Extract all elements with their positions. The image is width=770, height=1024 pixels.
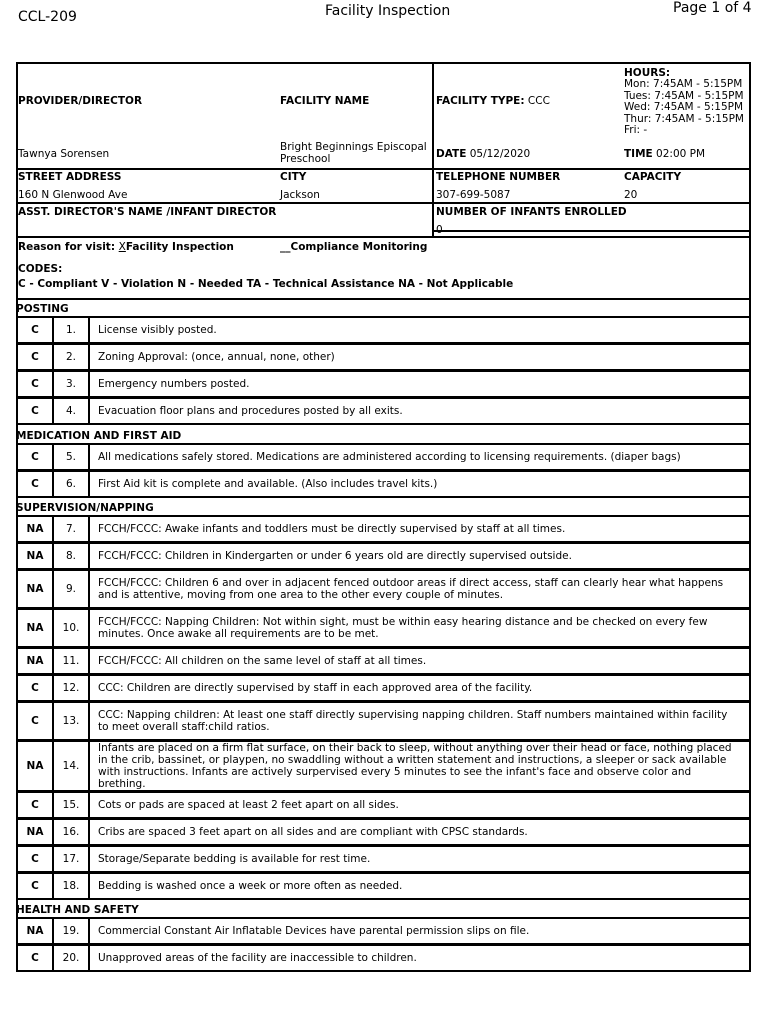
time-value: 02:00 PM [656, 148, 706, 160]
codes-legend: C - Compliant V - Violation N - Needed TA - Technical Assistance NA - Not Applicable [18, 278, 514, 290]
item-row [16, 872, 751, 900]
form-id: CCL-209 [18, 9, 77, 25]
item-row [16, 608, 751, 648]
provider-label: PROVIDER/DIRECTOR [18, 95, 143, 107]
item-description: Infants are placed on a firm flat surface, on their back to sleep, without anything over their head or face, nothing placed in the crib, bassinet, or playpen, no swaddling without a written statement and instructions, a sleeper or sack available with instructions. Infants are actively surpervised every 5 minutes to see the infant's face and observe color and brething. [98, 742, 732, 790]
item-row [16, 917, 751, 945]
section-medication: MEDICATION AND FIRST AID [16, 430, 182, 442]
street-value: 160 N Glenwood Ave [18, 189, 128, 201]
item-row [16, 944, 751, 972]
hours-label: HOURS: [624, 67, 671, 79]
item-description: Storage/Separate bedding is available for rest time. [98, 853, 371, 865]
item-row [16, 515, 751, 543]
item-code: C [18, 946, 54, 970]
item-number: 7. [54, 517, 90, 541]
item-code: NA [18, 919, 54, 943]
hours-tue: Tues: 7:45AM - 5:15PM [624, 89, 744, 102]
item-code: C [18, 847, 54, 871]
item-row [16, 818, 751, 846]
facility-type-label: FACILITY TYPE: [436, 95, 525, 107]
item-row [16, 370, 751, 398]
item-code: NA [18, 649, 54, 673]
reason-for-visit [18, 241, 234, 253]
item-code: NA [18, 544, 54, 568]
item-number: 5. [54, 445, 90, 469]
item-number: 12. [54, 676, 90, 700]
item-number: 18. [54, 874, 90, 898]
facility-type [436, 95, 550, 107]
hours-thu: Thur: 7:45AM - 5:15PM [624, 112, 744, 125]
item-description: Bedding is washed once a week or more often as needed. [98, 880, 403, 892]
item-row [16, 674, 751, 702]
section-posting: POSTING [16, 303, 69, 315]
item-code: NA [18, 742, 54, 790]
item-description: Commercial Constant Air Inflatable Devices have parental permission slips on file. [98, 925, 530, 937]
item-row [16, 316, 751, 344]
item-code: C [18, 793, 54, 817]
item-number: 11. [54, 649, 90, 673]
section-health: HEALTH AND SAFETY [16, 904, 139, 916]
date-label: DATE [436, 148, 467, 160]
reason-option-compliance: __Compliance Monitoring [280, 241, 428, 253]
item-description: Zoning Approval: (once, annual, none, other) [98, 351, 335, 363]
item-code: C [18, 318, 54, 342]
page-title: Facility Inspection [325, 3, 451, 19]
item-code: C [18, 345, 54, 369]
item-code: C [18, 399, 54, 423]
item-code: NA [18, 820, 54, 844]
item-row [16, 569, 751, 609]
item-row [16, 845, 751, 873]
codes-label: CODES: [18, 263, 63, 275]
item-number: 3. [54, 372, 90, 396]
item-number: 14. [54, 742, 90, 790]
item-number: 10. [54, 610, 90, 646]
infants-label: NUMBER OF INFANTS ENROLLED [436, 206, 627, 218]
page-number: Page 1 of 4 [673, 0, 752, 16]
item-description: CCC: Children are directly supervised by staff in each approved area of the facility. [98, 682, 533, 694]
item-row [16, 470, 751, 498]
facility-type-value: CCC [527, 95, 550, 107]
capacity-label: CAPACITY [624, 171, 682, 183]
reason-mark: X [118, 241, 126, 253]
reason-label: Reason for visit: [18, 241, 116, 253]
capacity-value: 20 [624, 189, 638, 201]
item-code: C [18, 703, 54, 739]
hours-mon: Mon: 7:45AM - 5:15PM [624, 78, 743, 90]
item-description: Unapproved areas of the facility are inaccessible to children. [98, 952, 417, 964]
item-row [16, 397, 751, 425]
item-description: CCC: Napping children: At least one staff directly supervising napping children. Staff numbers maintained within facility to meet overall staff:child ratios. [98, 709, 728, 733]
item-number: 19. [54, 919, 90, 943]
item-code: NA [18, 610, 54, 646]
item-code: C [18, 445, 54, 469]
item-description: FCCH/FCCC: Napping Children: Not within sight, must be within easy hearing distance and be checked on every few minutes. Once awake all requirements are to be met. [98, 616, 708, 640]
item-number: 17. [54, 847, 90, 871]
item-description: Cribs are spaced 3 feet apart on all sides and are compliant with CPSC standards. [98, 826, 528, 838]
item-description: FCCH/FCCC: Awake infants and toddlers must be directly supervised by staff at all times. [98, 523, 566, 535]
city-label: CITY [280, 171, 307, 183]
date-value: 05/12/2020 [469, 148, 531, 160]
item-row [16, 791, 751, 819]
item-number: 13. [54, 703, 90, 739]
item-description: FCCH/FCCC: All children on the same level of staff at all times. [98, 655, 427, 667]
item-row [16, 647, 751, 675]
item-description: All medications safely stored. Medications are administered according to licensing requirements. (diaper bags) [98, 451, 681, 463]
item-row [16, 542, 751, 570]
date [436, 148, 530, 160]
item-row [16, 443, 751, 471]
facility-name-label: FACILITY NAME [280, 95, 370, 107]
item-number: 6. [54, 472, 90, 496]
item-code: C [18, 472, 54, 496]
infants-value: 0 [436, 224, 443, 236]
hours-fri: Fri: - [624, 124, 648, 137]
item-code: NA [18, 517, 54, 541]
item-number: 20. [54, 946, 90, 970]
city-value: Jackson [280, 189, 320, 201]
item-description: Evacuation floor plans and procedures posted by all exits. [98, 405, 403, 417]
time [624, 148, 705, 160]
item-number: 15. [54, 793, 90, 817]
item-description: Emergency numbers posted. [98, 378, 250, 390]
section-supervision: SUPERVISION/NAPPING [16, 502, 154, 514]
item-number: 2. [54, 345, 90, 369]
hours-list [624, 79, 744, 137]
item-row [16, 701, 751, 741]
provider-value: Tawnya Sorensen [18, 148, 110, 160]
item-description: FCCH/FCCC: Children 6 and over in adjacent fenced outdoor areas if direct access, staff can clearly hear what happens and is attentive, moving from one area to the other every couple of minutes. [98, 577, 724, 601]
facility-name-value: Bright Beginnings Episcopal Preschool [280, 141, 427, 165]
item-number: 9. [54, 571, 90, 607]
item-number: 16. [54, 820, 90, 844]
reason-option-inspection: Facility Inspection [125, 241, 234, 253]
item-number: 4. [54, 399, 90, 423]
item-number: 1. [54, 318, 90, 342]
item-description: Cots or pads are spaced at least 2 feet apart on all sides. [98, 799, 399, 811]
item-code: C [18, 372, 54, 396]
item-description: License visibly posted. [98, 324, 217, 336]
asst-director-label: ASST. DIRECTOR'S NAME /INFANT DIRECTOR [18, 206, 277, 218]
street-label: STREET ADDRESS [18, 171, 122, 183]
item-code: NA [18, 571, 54, 607]
item-code: C [18, 676, 54, 700]
item-code: C [18, 874, 54, 898]
item-description: First Aid kit is complete and available. (Also includes travel kits.) [98, 478, 438, 490]
item-row [16, 343, 751, 371]
item-description: FCCH/FCCC: Children in Kindergarten or under 6 years old are directly supervised outside. [98, 550, 572, 562]
item-number: 8. [54, 544, 90, 568]
hours-wed: Wed: 7:45AM - 5:15PM [624, 101, 744, 114]
time-label: TIME [624, 148, 653, 160]
item-row [16, 740, 751, 792]
phone-value: 307-699-5087 [436, 189, 511, 201]
phone-label: TELEPHONE NUMBER [436, 171, 561, 183]
